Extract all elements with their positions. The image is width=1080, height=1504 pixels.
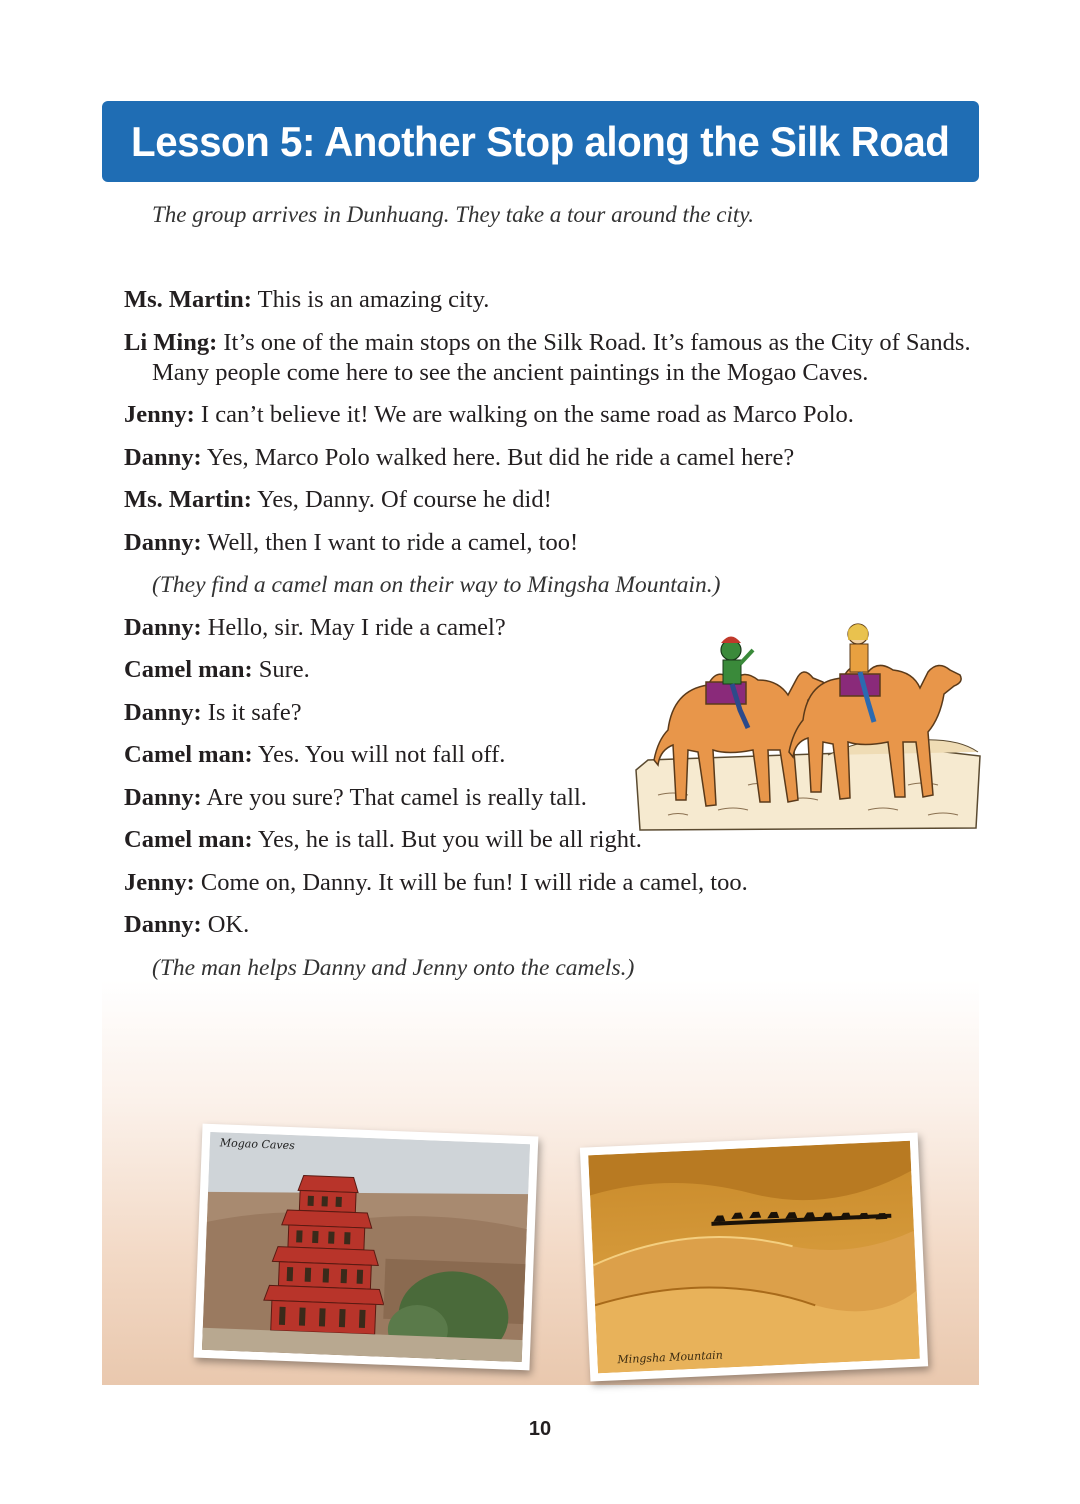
speaker-name: Jenny: — [124, 401, 195, 428]
camel-ride-illustration — [628, 610, 988, 838]
speaker-name: Danny: — [124, 528, 202, 556]
line-text: Is it safe? — [201, 698, 302, 726]
line-text: I can’t believe it! We are walking on the same road as Marco Polo. — [194, 401, 854, 428]
dialogue-line — [124, 698, 652, 728]
speaker-name: Camel man: — [124, 741, 253, 768]
speaker-name: Camel man: — [124, 656, 253, 683]
lesson-title-bar — [102, 101, 979, 182]
speaker-name: Jenny: — [124, 868, 195, 896]
dialogue-line — [124, 328, 984, 388]
speaker-name: Li Ming: — [124, 328, 218, 356]
line-text: Come on, Danny. It will be fun! I will ride a camel, too. — [194, 868, 748, 896]
speaker-name: Danny: — [124, 783, 202, 811]
page-number: 10 — [528, 1418, 552, 1440]
line-text: Are you sure? That camel is really tall. — [201, 783, 587, 811]
mingsha-mountain-photo — [580, 1132, 928, 1381]
dialogue-line — [124, 485, 984, 515]
dialogue-line — [124, 868, 984, 898]
line-text: Sure. — [252, 656, 310, 683]
line-text: Yes. You will not fall off. — [252, 741, 506, 768]
speaker-name: Camel man: — [124, 826, 253, 853]
line-text: Hello, sir. May I ride a camel? — [201, 613, 506, 641]
dialogue-line — [124, 613, 652, 643]
line-text: Yes, he is tall. But you will be all right. — [252, 826, 642, 853]
line-text: Yes, Danny. Of course he did! — [251, 486, 552, 513]
photo-caption-mogao: Mogao Caves — [219, 1136, 296, 1153]
line-text: OK. — [201, 911, 250, 938]
photo-caption-mingsha: Mingsha Mountain — [617, 1348, 724, 1367]
dialogue-line — [124, 528, 984, 558]
line-text: Yes, Marco Polo walked here. But did he ride a camel here? — [201, 443, 795, 471]
line-text: Well, then I want to ride a camel, too! — [201, 528, 579, 556]
speaker-name: Ms. Martin: — [124, 486, 252, 513]
dialogue-line — [124, 400, 984, 430]
intro-text: The group arrives in Dunhuang. They take a tour around the city. — [152, 202, 754, 227]
lesson-title: Lesson 5: Another Stop along the Silk Road — [131, 117, 950, 165]
mogao-caves-image — [202, 1132, 530, 1362]
speaker-name: Danny: — [124, 911, 202, 938]
dialogue-line — [124, 783, 652, 813]
stage-direction: (They find a camel man on their way to Mingsha Mountain.) — [152, 572, 721, 598]
dialogue-line — [124, 910, 984, 940]
speaker-name: Danny: — [124, 443, 202, 471]
dialogue-line — [124, 655, 652, 685]
speaker-name: Danny: — [124, 613, 202, 641]
dialogue-line — [124, 825, 652, 855]
speaker-name: Ms. Martin: — [124, 286, 252, 313]
dialogue-line — [124, 740, 652, 770]
dialogue-line — [124, 443, 984, 473]
line-text: It’s one of the main stops on the Silk Road. It’s famous as the City of Sands. Many people come here to see the ancient paintings in the Mogao Caves. — [152, 328, 971, 386]
mogao-caves-photo — [194, 1124, 539, 1371]
line-text: This is an amazing city. — [251, 286, 490, 313]
dialogue-line — [124, 285, 984, 315]
mingsha-mountain-image — [588, 1141, 920, 1373]
speaker-name: Danny: — [124, 698, 202, 726]
stage-direction: (The man helps Danny and Jenny onto the camels.) — [152, 954, 635, 981]
